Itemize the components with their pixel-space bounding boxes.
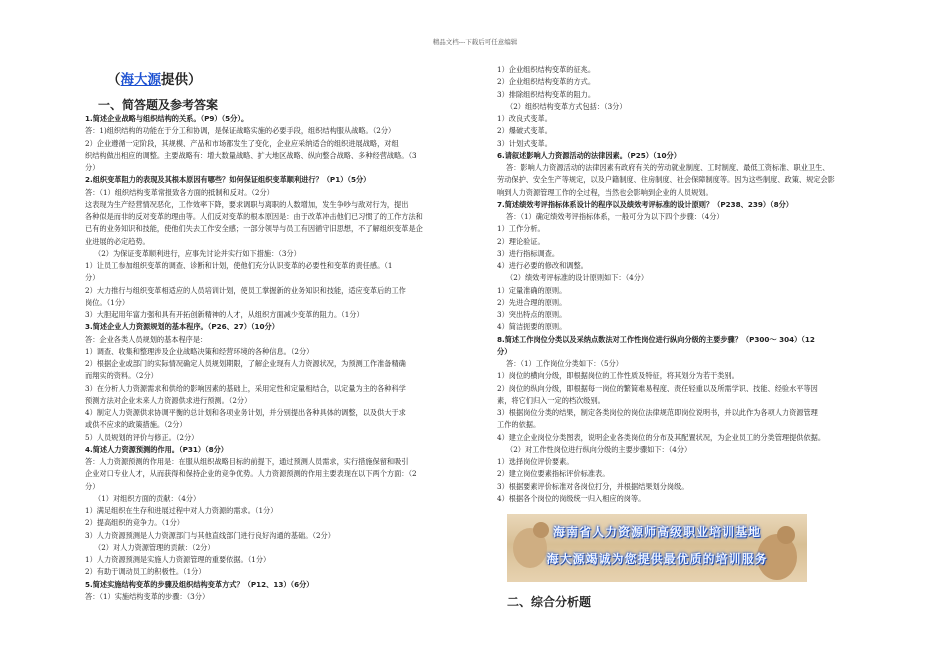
answer-line: 2）企业遵循一定阶段，其规模、产品和市场都发生了变化，企业应采纳适合的组织进展战略，对组 [85,138,399,148]
answer-line: 答：企业各类人员规划的基本程序是： [85,334,208,344]
question-heading: 1.简述企业战略与组织结构的关系。（P9）（5分）。 [85,114,249,123]
answer-line: 织结构做出相应的调整。主要战略有：增大数量战略、扩大地区战略、纵向整合战略、多种经营战略。（3 [85,150,417,160]
answer-line: 答：人力资源预测的作用是：在服从组织战略目标的前提下，通过预测人员需求，实行措施保留和吸引 [85,457,409,466]
answer-line: 3）在分析人力资源需求和供给的影响因素的基础上，采用定性和定量相结合，以定量为主的各种科学 [85,383,406,393]
answer-line: 这表现为生产经营情况恶化，工作效率下降，要求调职与离职的人数增加，发生争吵与敌对行为，提出 [85,199,409,209]
answer-line: 4）简洁扼要的原则。 [497,322,567,332]
page-header: 精品文档---下载后可任意编辑 [432,38,518,46]
promo-banner [507,514,807,582]
answer-line: 2）根据企业或部门的实际情况确定人员规划期限，了解企业现有人力资源状况，为预测工作准备精确 [85,359,406,368]
question-heading: 2.组织变革阻力的表现及其根本原因有哪些？如何保证组织变革顺利进行？（P1）（5分） [85,175,371,185]
answer-line: 答：（1）工作岗位分类如下：（5分） [506,359,623,368]
answer-line: 4）根据各个岗位的岗级统一归入相应的岗等。 [497,493,646,503]
banner-line-1: 海南省人力资源师高级职业培训基地 [552,525,761,539]
answer-line: 响到人力资源管理工作的全过程，当然也会影响到企业的人员规划。 [497,187,713,197]
answer-line: 2）大力推行与组织变革相适应的人员培训计划，使员工掌握新的业务知识和技能，适应变革后的工作 [85,285,406,295]
answer-line: （2）对人力资源管理的贡献：（2分） [94,542,215,552]
answer-line: 2）企业组织结构变革的方式。 [497,77,596,87]
answer-line: 2）建立岗位要素指标评价标准表。 [497,469,610,479]
answer-line: 1）岗位的横向分级，即根据岗位的工作性质及特征，将其划分为若干类别。 [497,371,739,381]
answer-line: 1）满足组织在生存和进展过程中对人力资源的需求。（1分） [85,506,278,515]
answer-line: 4）进行必要的修改和调整。 [497,261,588,270]
answer-line: 已有的业务知识和技能，使他们失去工作安全感；一部分领导与员工有因循守旧思想，不了解组织变革是企 [85,224,423,234]
section-title-short-answer: 一、简答题及参考答案 [98,98,219,112]
answer-line: 2）先进合理的原则。 [497,297,567,307]
answer-line: 答：1)组织结构的功能在于分工和协调，是保证战略实施的必要手段，组织结构服从战略。（2分） [85,126,396,136]
title-rest: 提供） [161,72,202,88]
answer-line: 2）有助于调动员工的积极性。（1分） [85,567,206,577]
document-title [107,68,202,88]
answer-line: 1）调查、收集和整理涉及企业战略决策和经营环境的各种信息。（2分） [85,346,314,356]
answer-line: （2）绩效考评标准的设计原则如下：（4分） [506,273,649,283]
answer-line: 3）根据岗位分类的结果，制定各类岗位的岗位法律规范即岗位说明书，并以此作为各项人力资源管理 [497,408,818,417]
banner-line-2: 海大源竭诚为您提供最优质的培训服务 [546,552,768,566]
answer-line: 或供不应求的政策措施。（2分） [85,420,187,430]
answer-line: 1）企业组织结构变革的征兆。 [497,65,596,74]
answer-line: （2）为保证变革顺利进行，应事先讨论并实行如下措施：（3分） [94,248,301,258]
answer-line: 4）建立企业岗位分类图表，说明企业各类岗位的分布及其配置状况，为企业员工的分类管理提供依据。 [497,432,826,442]
answer-line: 素，将它们归入一定的档次级别。 [497,395,605,405]
answer-line: 2）岗位的纵向分级，即根据每一岗位的繁简难易程度、责任轻重以及所需学识、技能、经验水平等因 [497,383,818,393]
answer-line: 1）让员工参加组织变革的调查、诊断和计划，使他们充分认识变革的必要性和变革的责任感。（1 [85,261,393,270]
answer-line: （1）对组织方面的贡献：（4分） [94,493,201,503]
answer-line: 1）定量准确的原则。 [497,285,567,295]
answer-line: 分） [85,481,100,491]
answer-line: 业进展的必定趋势。 [85,236,150,246]
question-heading: 4.简述人力资源预测的作用。（P31）（8分） [85,444,228,454]
answer-line: 分） [85,273,100,283]
answer-line: 各种似是而非的反对变革的理由等。人们反对变革的根本原因是：由于改革冲击他们已习惯了的工作方法和 [85,212,423,221]
question-heading: 6.请叙述影响人力资源活动的法律因素。（P25）（10分） [497,150,681,160]
question-heading: 5.简述实施结构变革的步骤及组织结构变革方式？（P12、13）（6分） [85,579,314,589]
answer-line: 答：（1）组织结构变革常报致各方面的抵制和反对。（2分） [85,187,274,197]
answer-line: 预测方法对企业未来人力资源供求进行预测。（2分） [85,395,252,405]
question-heading: 7.简述绩效考评指标体系设计的程序以及绩效考评标准的设计原则？（P238、239）（8分） [497,199,793,209]
answer-line: 3）排除组织结构变革的阻力。 [497,89,596,99]
answer-line: 分） [85,163,100,172]
answer-line: （2）组织结构变革方式包括：（3分） [506,101,627,111]
answer-line: 3）大胆起用年富力强和具有开拓创新精神的人才，从组织方面减少变革的阻力。（1分） [85,310,364,319]
answer-line: 3）突出特点的原则。 [497,310,567,319]
answer-line: 1）人力资源预测是实施人力资源管理的重要依据。（1分） [85,555,271,564]
answer-line: 3）根据要素评价标准对各岗位打分，并根据结果划分岗级。 [497,481,689,491]
answer-line: 3）人力资源预测是人力资源部门与其他直线部门进行良好沟通的基础。（2分） [85,530,335,540]
question-heading: 分） [497,346,512,356]
answer-line: 答：（1）实施结构变革的步骤：（3分） [85,591,210,601]
answer-line: 3）计划式变革。 [497,138,552,148]
answer-line: 岗位。（1分） [85,297,130,307]
answer-line: （2）对工作性岗位进行纵向分级的主要步骤如下：（4分） [506,444,692,454]
answer-line: 答：影响人力资源活动的法律因素有政府有关的劳动就业制度、工时制度、最低工资标准、职业卫生、 [506,163,830,172]
question-heading: 3.简述企业人力资源规划的基本程序。（P26、27）（10分） [85,322,279,332]
answer-line: 3）进行指标调查。 [497,248,560,258]
answer-line: 1）工作分析。 [497,224,545,234]
question-heading: 8.简述工作岗位分类以及采纳点数法对工作性岗位进行纵向分级的主要步骤？（P300～ 304）（12 [497,334,815,344]
left-column [85,113,473,603]
answer-line: 1）改良式变革。 [497,114,552,123]
answer-line: 4）制定人力资源供求协调平衡的总计划和各项业务计划，并分别提出各种具体的调整，以及供大于求 [85,408,406,417]
answer-line: 而翔实的资料。（2分） [85,371,158,381]
answer-line: 答：（1）确定绩效考评指标体系，一般可分为以下四个步骤：（4分） [506,212,724,221]
answer-line: 2）提高组织的竞争力。（1分） [85,518,184,528]
right-column [497,64,869,505]
answer-line: 工作的依据。 [497,420,541,430]
title-open: （ [107,72,121,88]
answer-line: 2）理论验证。 [497,236,545,246]
answer-line: 1）选择岗位评价要素。 [497,457,574,466]
answer-line: 企业对口专业人才，从而获得和保持企业的竞争优势。人力资源预测的作用主要表现在以下两个方面：（2 [85,469,417,479]
answer-line: 2）爆破式变革。 [497,126,552,136]
title-link[interactable]: 海大源 [120,72,161,88]
answer-line: 5）人员规划的评价与修正。（2分） [85,432,199,442]
answer-line: 劳动保护、安全生产等规定，以及户籍制度、住房制度、社会保障制度等。因为这些制度、政策、规定会影 [497,175,835,185]
section-title-analysis: 二、综合分析题 [507,595,592,609]
